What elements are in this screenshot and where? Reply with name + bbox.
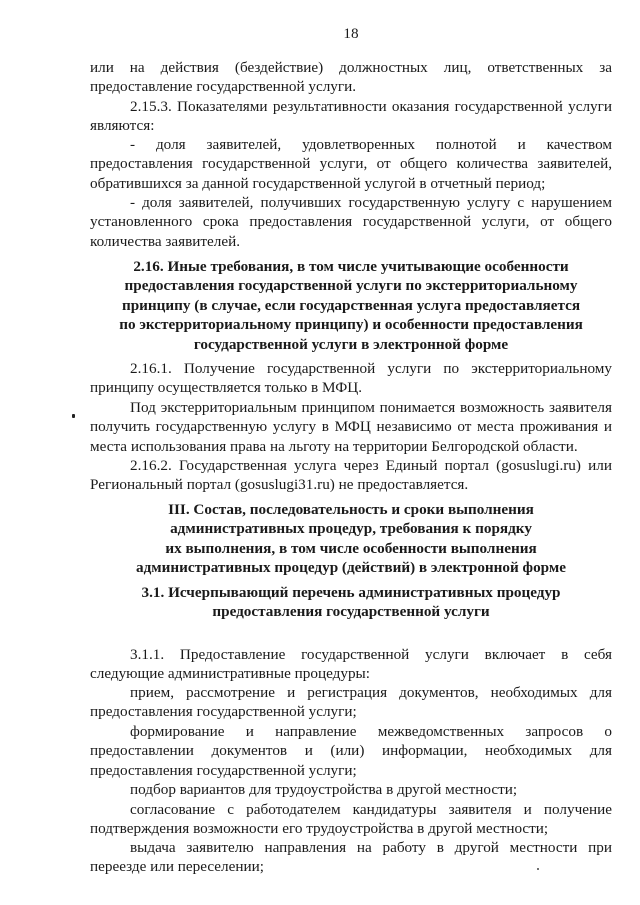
heading-section-iii: [90, 500, 612, 578]
heading-2-16-line: предоставления государственной услуги по экстерриториальному: [124, 277, 578, 295]
procedure-item-interagency-requests: формирование и направление межведомственных запросов о предоставлении документов и (или) информации, необходимых для предоставления государственной услуги;: [90, 723, 612, 779]
procedure-item-employer-approval: согласование с работодателем кандидатуры заявителя и получение подтверждения возможности его трудоустройства в другой местности;: [90, 801, 612, 838]
heading-3-1: [90, 583, 612, 622]
paragraph-2-16-1: 2.16.1. Получение государственной услуги по экстерриториальному принципу осуществляется только в МФЦ.: [90, 360, 612, 397]
heading-section-iii-line: III. Состав, последовательность и сроки выполнения: [168, 501, 534, 518]
paragraph-indicator-2: - доля заявителей, получивших государственную услугу с нарушением установленного срока предоставления государственной услуги, от общего количества заявителей.: [90, 194, 612, 250]
paragraph-complaint-continuation: или на действия (бездействие) должностных лиц, ответственных за предоставление государственной услуги.: [90, 59, 612, 96]
heading-2-16: [90, 257, 612, 354]
heading-3-1-line: предоставления государственной услуги: [212, 603, 490, 621]
paragraph-indicator-1: - доля заявителей, удовлетворенных полнотой и качеством предоставления государственной услуги, от общего количества заявителей, обратившихся за данной государственной услугой в отчетный период;: [90, 136, 612, 192]
scan-speck: [537, 868, 539, 870]
margin-mark: [72, 414, 75, 418]
heading-2-16-line: принципу (в случае, если государственная услуга предоставляется: [121, 296, 581, 314]
heading-2-16-line: 2.16. Иные требования, в том числе учитывающие особенности: [133, 258, 569, 275]
procedure-item-referral: выдача заявителю направления на работу в другой местности при переезде или переселении;: [90, 839, 612, 876]
heading-2-16-line: государственной услуги в электронной форме: [193, 335, 509, 353]
heading-section-iii-line: административных процедур, требования к порядку: [170, 520, 532, 538]
paragraph-3-1-1: 3.1.1. Предоставление государственной услуги включает в себя следующие административные процедуры:: [90, 646, 612, 683]
page-number: 18: [343, 25, 359, 42]
paragraph-2-15-3: 2.15.3. Показателями результативности оказания государственной услуги являются:: [90, 98, 612, 135]
heading-section-iii-line: их выполнения, в том числе особенности выполнения: [165, 539, 537, 557]
heading-2-16-line: по экстерриториальному принципу) и особенности предоставления: [119, 316, 583, 334]
heading-3-1-line: 3.1. Исчерпывающий перечень административных процедур: [141, 584, 561, 601]
procedure-item-reception: прием, рассмотрение и регистрация документов, необходимых для предоставления государственной услуги;: [90, 684, 612, 721]
heading-section-iii-line: административных процедур (действий) в электронной форме: [136, 559, 566, 577]
procedure-item-job-selection: подбор вариантов для трудоустройства в другой местности;: [130, 781, 518, 798]
paragraph-extraterritorial: Под экстерриториальным принципом понимается возможность заявителя получить государственную услугу в МФЦ независимо от места проживания и места использования права на льготу на территории Белгородской области.: [90, 399, 612, 455]
paragraph-2-16-2: 2.16.2. Государственная услуга через Единый портал (gosuslugi.ru) или Региональный портал (gosuslugi31.ru) не предоставляется.: [90, 457, 612, 494]
